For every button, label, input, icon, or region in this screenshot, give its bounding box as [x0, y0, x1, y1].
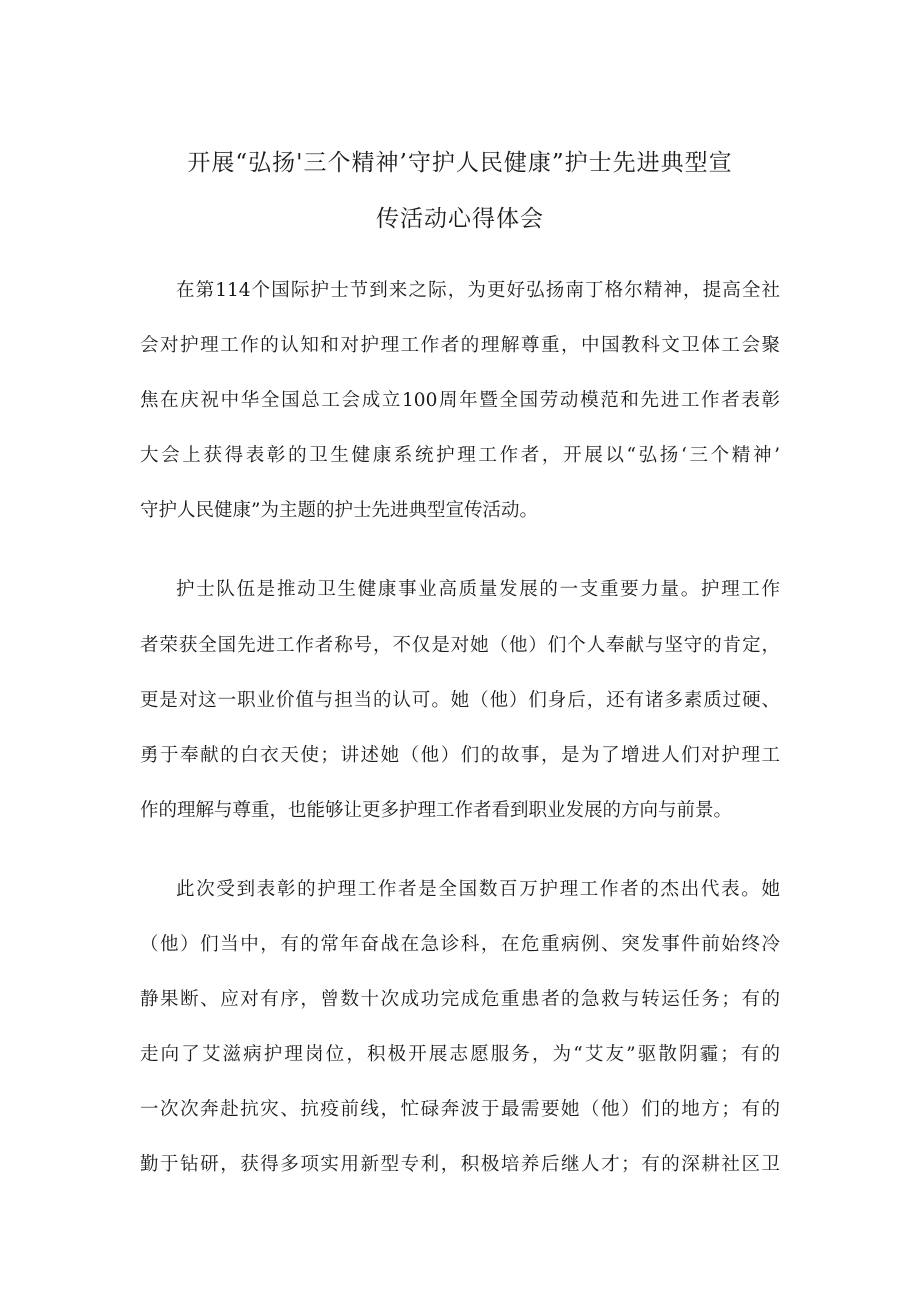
paragraph-3-line-1: 此次受到表彰的护理工作者是全国数百万护理工作者的杰出代表。她 [176, 879, 780, 900]
paragraph-1-line-5: 守护人民健康”为主题的护士先进典型宣传活动。 [140, 500, 538, 521]
document-title-line-2: 传活动心得体会 [376, 206, 544, 232]
paragraph-2-line-4: 勇于奉献的白衣天使；讲述她（他）们的故事，是为了增进人们对护理工 [140, 745, 780, 766]
paragraph-1-line-4: 大会上获得表彰的卫生健康系统护理工作者，开展以“弘扬‘三个精神’ [140, 445, 780, 466]
paragraph-2-line-1: 护士队伍是推动卫生健康事业高质量发展的一支重要力量。护理工作 [176, 579, 780, 600]
paragraph-3-line-4: 走向了艾滋病护理岗位，积极开展志愿服务，为“艾友”驱散阴霾；有的 [140, 1044, 780, 1065]
paragraph-1-line-3: 焦在庆祝中华全国总工会成立100周年暨全国劳动模范和先进工作者表彰 [140, 390, 780, 411]
paragraph-3-line-5: 一次次奔赴抗灾、抗疫前线，忙碌奔波于最需要她（他）们的地方；有的 [140, 1099, 780, 1120]
paragraph-3-line-6: 勤于钻研，获得多项实用新型专利，积极培养后继人才；有的深耕社区卫 [140, 1154, 780, 1175]
paragraph-1-line-1: 在第114个国际护士节到来之际，为更好弘扬南丁格尔精神，提高全社 [176, 280, 780, 301]
paragraph-2-line-5: 作的理解与尊重，也能够让更多护理工作者看到职业发展的方向与前景。 [140, 800, 733, 821]
paragraph-2-line-2: 者荣获全国先进工作者称号，不仅是对她（他）们个人奉献与坚守的肯定， [140, 635, 780, 656]
paragraph-3-line-3: 静果断、应对有序，曾数十次成功完成危重患者的急救与转运任务；有的 [140, 989, 780, 1010]
paragraph-3-line-2: （他）们当中，有的常年奋战在急诊科，在危重病例、突发事件前始终冷 [140, 934, 780, 955]
document-title-line-1: 开展“弘扬'三个精神’守护人民健康”护士先进典型宣 [187, 150, 733, 176]
paragraph-2-line-3: 更是对这一职业价值与担当的认可。她（他）们身后，还有诸多素质过硬、 [140, 690, 780, 711]
paragraph-1-line-2: 会对护理工作的认知和对护理工作者的理解尊重，中国教科文卫体工会聚 [140, 335, 780, 356]
